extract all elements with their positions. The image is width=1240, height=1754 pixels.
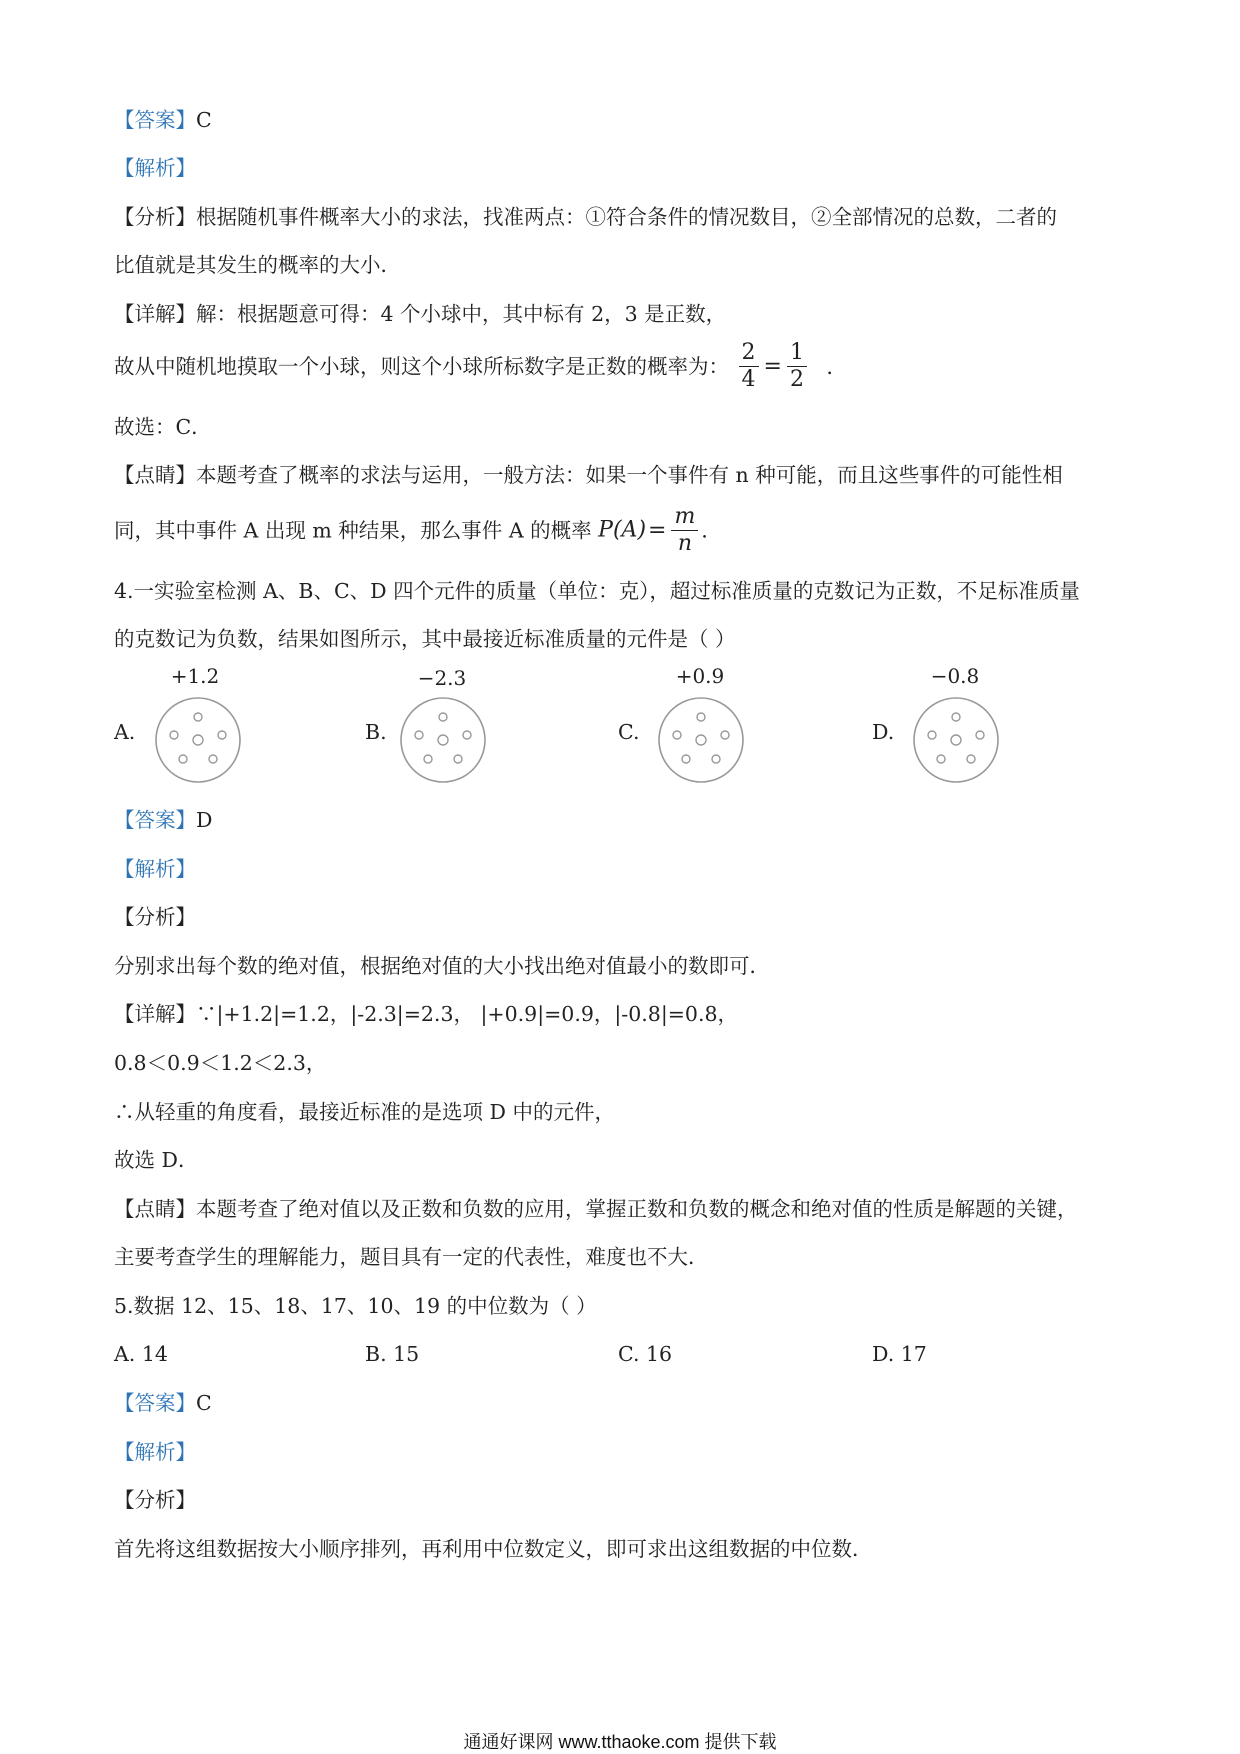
q3-fraction-1-2	[787, 340, 807, 393]
q4-option-c-letter: C.	[618, 720, 640, 744]
q3-detail2-text: 故从中随机地摸取一个小球，则这个小球所标数字是正数的概率为：	[114, 354, 729, 379]
q3-analysis: 【分析】根据随机事件概率大小的求法，找准两点：①符合条件的情况数目，②全部情况的总数，二者的	[114, 205, 1057, 229]
q4-option-a-value: +1.2	[170, 664, 220, 688]
q4-analysis: 分别求出每个数的绝对值，根据绝对值的大小找出绝对值最小的数即可．	[114, 954, 770, 978]
equals-sign: =	[763, 353, 782, 379]
q4-option-c-value: +0.9	[675, 664, 725, 688]
q3-comment2	[114, 504, 722, 557]
q5-jiexi: 【解析】	[114, 1440, 196, 1464]
frac-denominator: 4	[741, 367, 756, 392]
q4-analysis-tag: 【分析】	[114, 905, 196, 929]
q5-analysis: 首先将这组数据按大小顺序排列，再利用中位数定义，即可求出这组数据的中位数．	[114, 1537, 873, 1561]
q5-option-c: C. 16	[618, 1342, 673, 1366]
q5-option-b: B. 15	[365, 1342, 420, 1366]
q5-answer-tag: 【答案】	[114, 1391, 196, 1415]
q5-analysis-tag: 【分析】	[114, 1488, 196, 1512]
q4-comment: 【点睛】本题考查了绝对值以及正数和负数的应用，掌握正数和负数的概念和绝对值的性质是解题的关键，	[114, 1197, 1078, 1221]
q4-stem-1: 4.一实验室检测 A、B、C、D 四个元件的质量（单位：克），超过标准质量的克数记为正数，不足标准质量	[114, 579, 1080, 603]
q4-option-b-letter: B.	[365, 720, 387, 744]
q3-comment2-end: ．	[701, 518, 722, 543]
q3-choose: 故选：C．	[114, 415, 212, 439]
q5-answer-line	[114, 1389, 212, 1417]
frac-numerator: 2	[739, 340, 759, 367]
q4-option-a-letter: A.	[114, 720, 136, 744]
q4-jiexi: 【解析】	[114, 857, 196, 881]
q5-option-d: D. 17	[872, 1342, 927, 1366]
q3-fraction-m-n	[671, 504, 698, 557]
q3-formula-lhs: P(A)	[598, 517, 647, 543]
q4-option-a-dial	[153, 695, 243, 785]
frac-numerator: 1	[787, 340, 807, 367]
q5-answer: C	[196, 1391, 212, 1415]
q4-answer-line	[114, 806, 212, 834]
q4-option-d-letter: D.	[872, 720, 895, 744]
q3-detail: 【详解】解：根据题意可得：4 个小球中，其中标有 2，3 是正数，	[114, 302, 727, 326]
q5-stem: 5.数据 12、15、18、17、10、19 的中位数为（ ）	[114, 1294, 597, 1318]
q4-option-d-value: −0.8	[930, 664, 980, 688]
q3-comment2-text: 同，其中事件 A 出现 m 种结果，那么事件 A 的概率	[114, 518, 599, 543]
q3-comment: 【点睛】本题考查了概率的求法与运用，一般方法：如果一个事件有 n 种可能，而且这些事件的可能性相	[114, 463, 1063, 487]
q3-answer: C	[196, 108, 212, 132]
q4-detail: 【详解】∵|+1.2|=1.2，|-2.3|=2.3， |+0.9|=0.9，|-0.8|=0.8，	[114, 1002, 738, 1026]
frac-numerator: m	[671, 504, 698, 531]
q4-stem-2: 的克数记为负数，结果如图所示，其中最接近标准质量的元件是（ ）	[114, 627, 736, 651]
frac-denominator: 2	[789, 367, 804, 392]
q3-detail2-end: ．	[826, 354, 847, 379]
q3-formula-eq: =	[648, 517, 667, 543]
q3-answer-tag: 【答案】	[114, 108, 196, 132]
q3-analysis-cont: 比值就是其发生的概率的大小．	[114, 253, 401, 277]
q3-detail2	[114, 340, 847, 393]
q5-option-a: A. 14	[114, 1342, 168, 1366]
frac-denominator: n	[677, 531, 692, 556]
q3-answer-line	[114, 106, 212, 134]
q4-option-b-value: −2.3	[417, 666, 467, 690]
q4-option-c-dial	[656, 695, 746, 785]
q4-answer-tag: 【答案】	[114, 808, 196, 832]
q4-answer: D	[196, 808, 213, 832]
q4-option-d-dial	[911, 695, 1001, 785]
q4-inequality: 0.8＜0.9＜1.2＜2.3，	[114, 1051, 327, 1075]
q3-jiexi: 【解析】	[114, 156, 196, 180]
q4-comment-2: 主要考查学生的理解能力，题目具有一定的代表性，难度也不大．	[114, 1245, 709, 1269]
q4-option-b-dial	[398, 695, 488, 785]
q3-fraction-2-4	[739, 340, 759, 393]
q4-choose: 故选 D．	[114, 1148, 199, 1172]
page-footer: 通通好课网 www.tthaoke.com 提供下载	[463, 1732, 777, 1752]
q4-therefore: ∴从轻重的角度看，最接近标准的是选项 D 中的元件，	[114, 1100, 615, 1124]
